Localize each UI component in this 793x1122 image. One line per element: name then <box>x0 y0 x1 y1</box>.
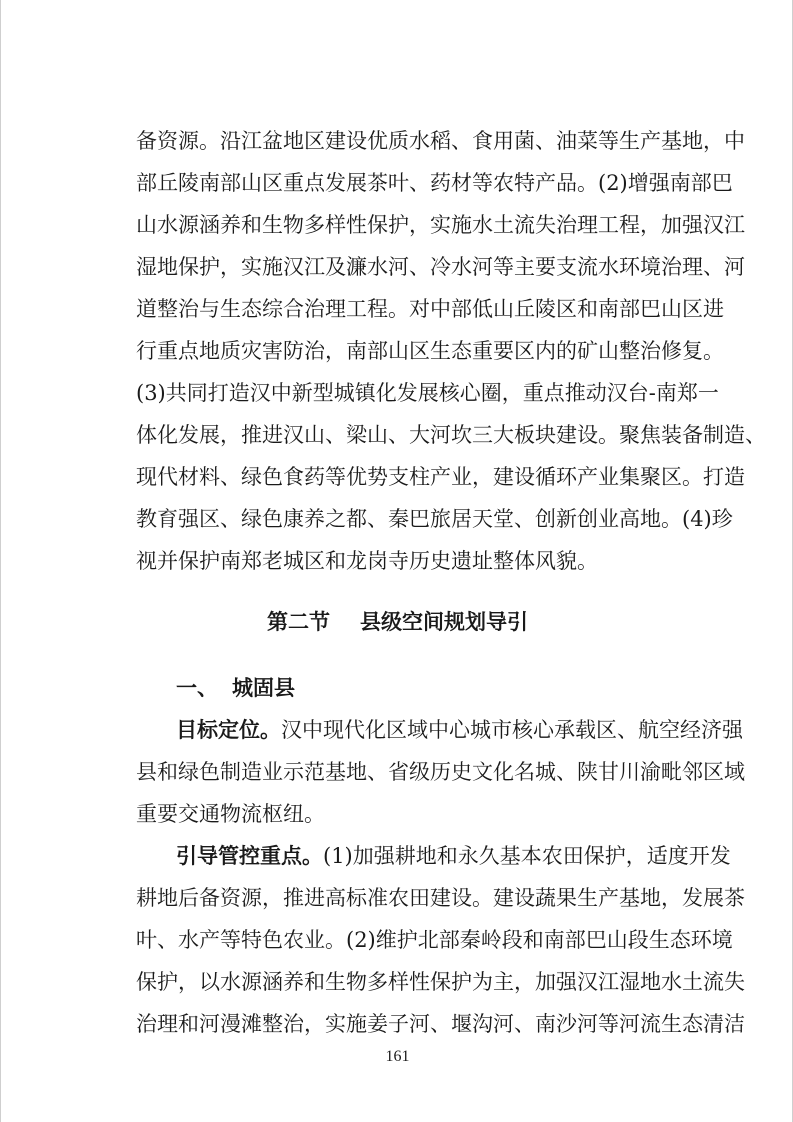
paragraph-line: 视并保护南郑老城区和龙岗寺历史遗址整体风貌。 <box>136 549 598 573</box>
paragraph-line: 道整治与生态综合治理工程。对中部低山丘陵区和南部巴山区进 <box>136 297 724 321</box>
paragraph-line: 体化发展，推进汉山、梁山、大河坎三大板块建设。聚焦装备制造、 <box>136 423 766 447</box>
target-text: 汉中现代化区域中心城市核心承载区、航空经济强 <box>281 718 743 742</box>
section-heading <box>1 608 793 636</box>
subsection-title: 城固县 <box>232 676 295 700</box>
paragraph-line: 山水源涵养和生物多样性保护，实施水土流失治理工程，加强汉江 <box>136 213 745 237</box>
paragraph-line: 现代材料、绿色食药等优势支柱产业，建设循环产业集聚区。打造 <box>136 465 745 489</box>
subsection-number: 一、 <box>176 676 218 700</box>
paragraph-line: 部丘陵南部山区重点发展茶叶、药材等农特产品。(2)增强南部巴 <box>136 171 733 195</box>
guidance-text: (1)加强耕地和永久基本农田保护，适度开发 <box>323 844 731 868</box>
paragraph-line: 备资源。沿江盆地区建设优质水稻、食用菌、油菜等生产基地，中 <box>136 129 745 153</box>
paragraph-line: 县和绿色制造业示范基地、省级历史文化名城、陕甘川渝毗邻区域 <box>136 760 745 784</box>
paragraph-line: 叶、水产等特色农业。(2)维护北部秦岭段和南部巴山段生态环境 <box>136 928 733 952</box>
paragraph-line: 保护，以水源涵养和生物多样性保护为主，加强汉江湿地水土流失 <box>136 970 745 994</box>
section-number: 第二节 <box>267 610 330 634</box>
target-first-line <box>176 716 743 744</box>
paragraph-line: 重要交通物流枢纽。 <box>136 802 325 826</box>
paragraph-line: (3)共同打造汉中新型城镇化发展核心圈，重点推动汉台-南郑一 <box>136 381 719 405</box>
page-number: 161 <box>385 1048 410 1065</box>
paragraph-line: 行重点地质灾害防治，南部山区生态重要区内的矿山整治修复。 <box>136 339 724 363</box>
section-title: 县级空间规划导引 <box>360 610 528 634</box>
guidance-first-line <box>176 842 731 870</box>
target-label: 目标定位。 <box>176 718 281 742</box>
paragraph-line: 治理和河漫滩整治，实施姜子河、堰沟河、南沙河等河流生态清洁 <box>136 1012 745 1036</box>
paragraph-line: 湿地保护，实施汉江及濂水河、冷水河等主要支流水环境治理、河 <box>136 255 745 279</box>
subsection-heading <box>176 674 295 702</box>
paragraph-line: 耕地后备资源，推进高标准农田建设。建设蔬果生产基地，发展茶 <box>136 886 745 910</box>
guidance-label: 引导管控重点。 <box>176 844 323 868</box>
paragraph-line: 教育强区、绿色康养之都、秦巴旅居天堂、创新创业高地。(4)珍 <box>136 507 733 531</box>
